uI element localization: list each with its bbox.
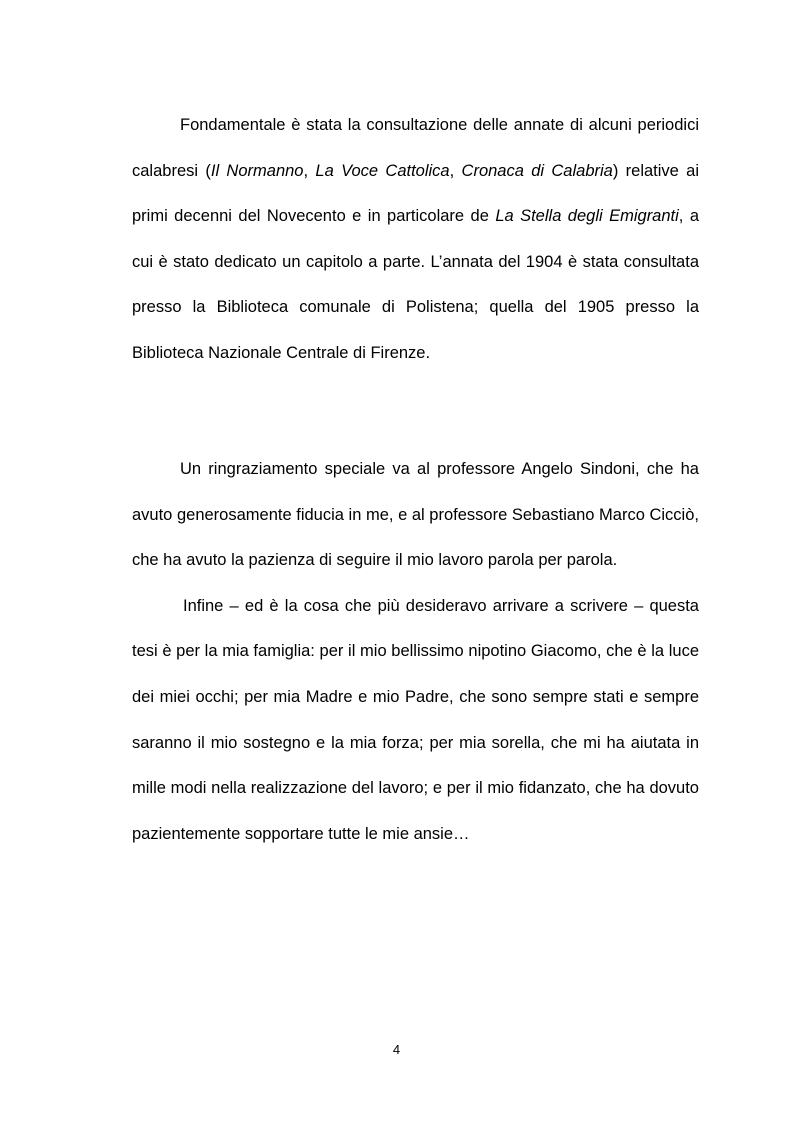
paragraph-thanks-family: Infine – ed è la cosa che più desideravo arrivare a scrivere – questa tesi è per la mia famiglia: per il mio bellissimo nipotino Giacomo, che è la luce dei miei occhi; per mia Madre e mio Padre, che sono sempre stati e sempre saranno il mio sostegno e la mia forza; per mia sorella, che mi ha aiutata in mille modi nella realizzazione del lavoro; e per il mio fidanzato, che ha dovuto pazientemente sopportare tutte le mie ansie…	[132, 596, 699, 843]
text-block-acknowledgements	[132, 447, 699, 857]
page-number: 4	[392, 1042, 401, 1057]
periodical-title: La Voce Cattolica	[315, 161, 450, 180]
paragraph-sources: Fondamentale è stata la consultazione delle annate di alcuni periodici calabresi (Il Normanno, La Voce Cattolica, Cronaca di Calabria) relative ai primi decenni del Novecento e in particolare de La Stella degli Emigranti, a cui è stato dedicato un capitolo a parte. L’annata del 1904 è stata consultata presso la Biblioteca comunale di Polistena; quella del 1905 presso la Biblioteca Nazionale Centrale di Firenze.	[132, 116, 700, 362]
text-block-sources	[132, 103, 699, 377]
periodical-title: La Stella degli Emigranti	[495, 207, 679, 226]
periodical-title: Cronaca di Calabria	[461, 161, 613, 180]
periodical-title: Il Normanno	[210, 161, 304, 180]
paragraph-thanks-professors: Un ringraziamento speciale va al professore Angelo Sindoni, che ha avuto generosamente fiducia in me, e al professore Sebastiano Marco Cicciò, che ha avuto la pazienza di seguire il mio lavoro parola per parola.	[132, 460, 699, 570]
